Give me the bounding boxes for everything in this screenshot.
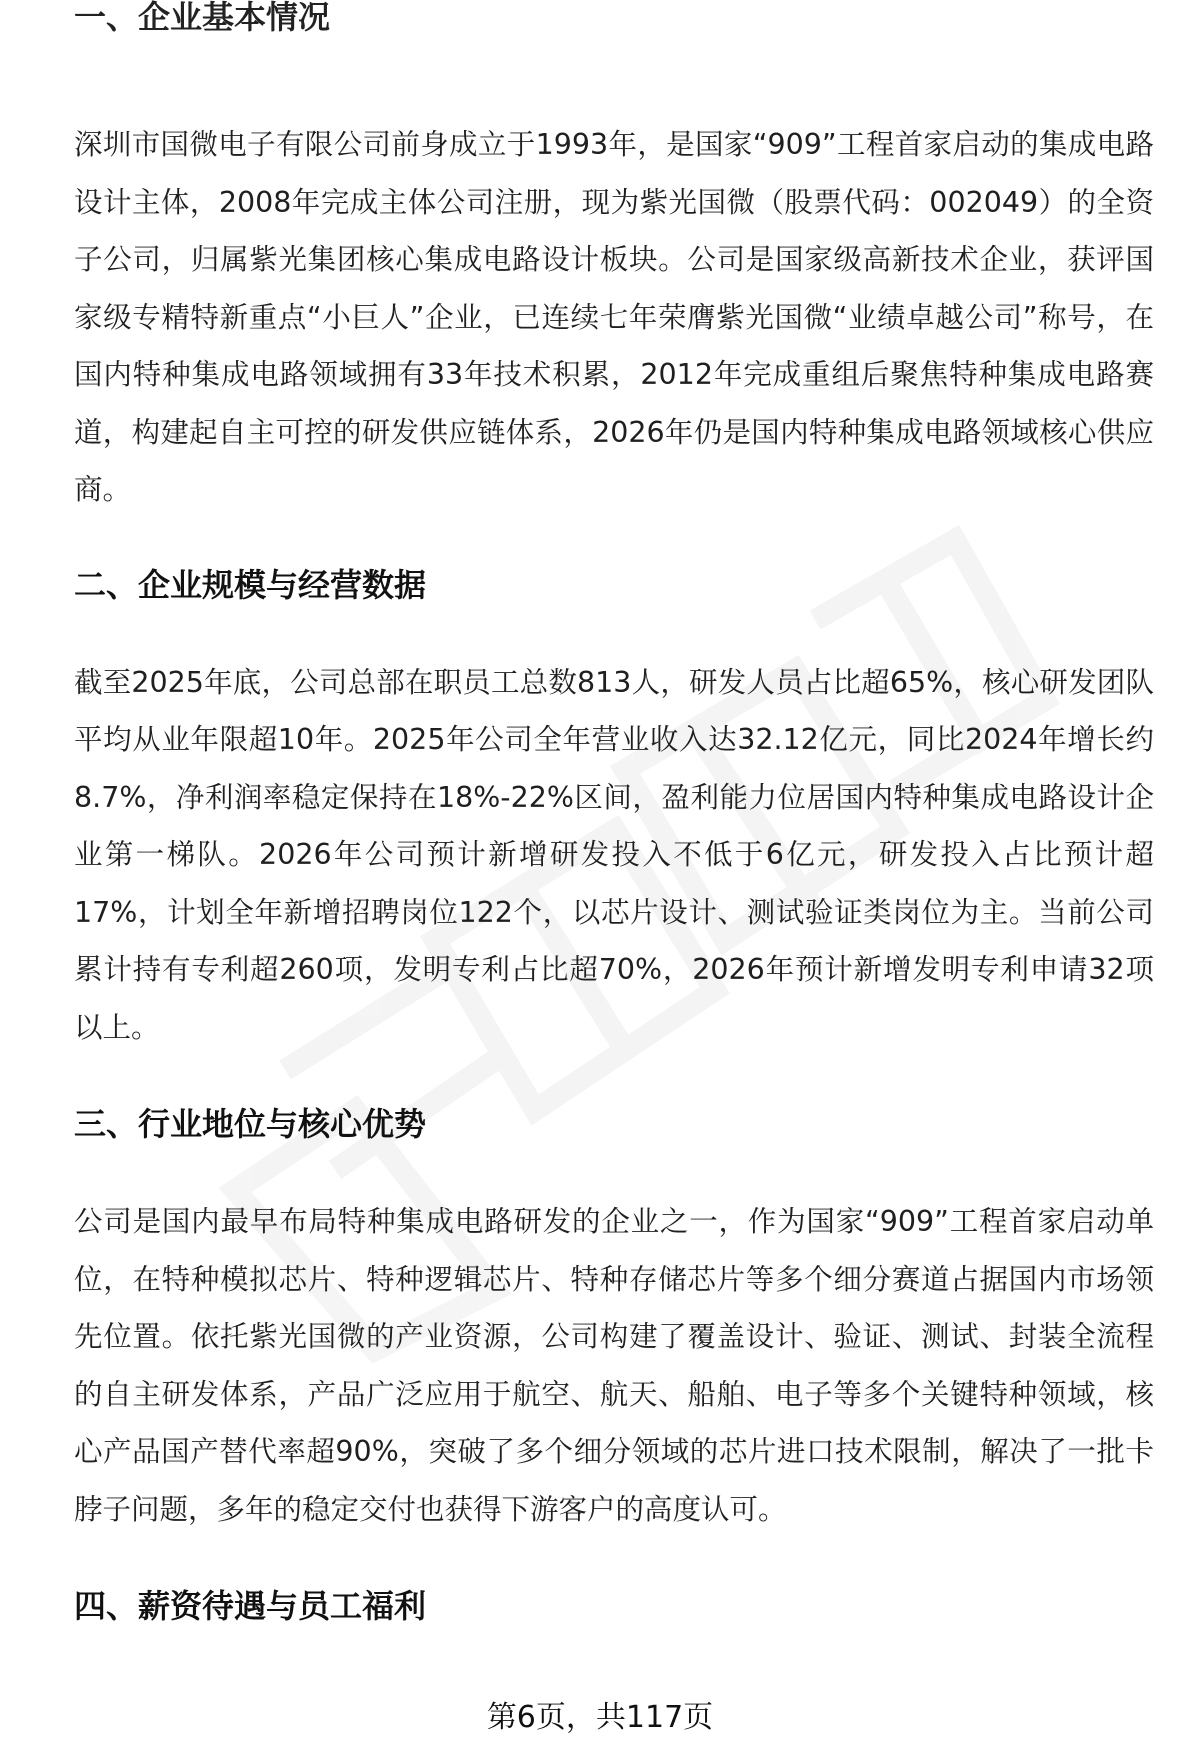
section-2-heading: 二、企业规模与经营数据 xyxy=(74,565,427,604)
document-body xyxy=(74,116,1154,1635)
section-1-heading: 一、企业基本情况 xyxy=(74,0,331,36)
page-number-footer: 第6页，共117页 xyxy=(486,1700,714,1735)
cut-off-heading xyxy=(74,0,394,62)
section-3-heading: 三、行业地位与核心优势 xyxy=(74,1105,427,1143)
section-2-paragraph: 截至2025年底，公司总部在职员工总数813人，研发人员占比超65%，核心研发团队平均从业年限超10年。2025年公司全年营业收入达32.12亿元，同比2024年增长约8.7%，净利润率稳定保持在18%-22%区间，盈利能力位居国内特种集成电路设计企业第一梯队。2026年公司预计新增研发投入不低于6亿元，研发投入占比预计超17%，计划全年新增招聘岗位122个，以芯片设计、测试验证类岗位为主。当前公司累计持有专利超260项，发明专利占比超70%，2026年预计新增发明专利申请32项以上。 xyxy=(74,665,1154,1044)
section-4-heading: 四、薪资待遇与员工福利 xyxy=(74,1587,427,1625)
section-1-paragraph: 深圳市国微电子有限公司前身成立于1993年，是国家“909”工程首家启动的集成电路设计主体，2008年完成主体公司注册，现为紫光国微（股票代码：002049）的全资子公司，归属紫光集团核心集成电路设计板块。公司是国家级高新技术企业，获评国家级专精特新重点“小巨人”企业，已连续七年荣膺紫光国微“业绩卓越公司”称号，在国内特种集成电路领域拥有33年技术积累，2012年完成重组后聚焦特种集成电路赛道，构建起自主可控的研发供应链体系，2026年仍是国内特种集成电路领域核心供应商。 xyxy=(74,128,1154,506)
section-3-paragraph: 公司是国内最早布局特种集成电路研发的企业之一，作为国家“909”工程首家启动单位，在特种模拟芯片、特种逻辑芯片、特种存储芯片等多个细分赛道占据国内市场领先位置。依托紫光国微的产业资源，公司构建了覆盖设计、验证、测试、封装全流程的自主研发体系，产品广泛应用于航空、航天、船舶、电子等多个关键特种领域，核心产品国产替代率超90%，突破了多个细分领域的芯片进口技术限制，解决了一批卡脖子问题，多年的稳定交付也获得下游客户的高度认可。 xyxy=(74,1205,1154,1526)
